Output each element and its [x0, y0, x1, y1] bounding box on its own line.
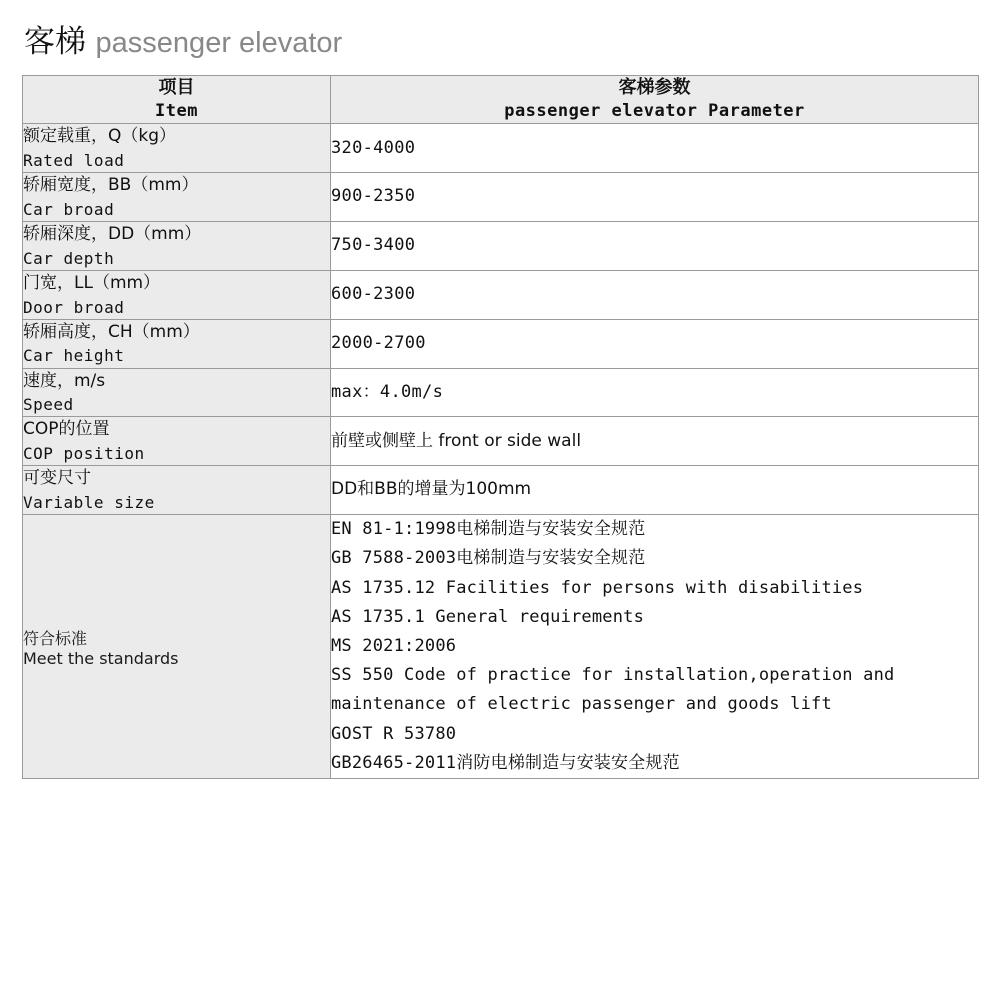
row-value-speed: max：4.0m/s — [331, 368, 979, 417]
row-value-rated-load: 320-4000 — [331, 124, 979, 173]
standard-line: AS 1735.1 General requirements — [331, 606, 645, 627]
row-value-meet-standards — [331, 515, 979, 779]
row-value-car-depth: 750-3400 — [331, 222, 979, 271]
row-label-english: Car broad — [23, 199, 115, 219]
standard-line: GOST R 53780 — [331, 723, 457, 744]
header-cell-item — [23, 76, 331, 124]
table-row-standards — [23, 515, 979, 779]
row-label-speed — [23, 368, 331, 417]
row-label-cop-position — [23, 417, 331, 466]
standard-line: GB26465-2011消防电梯制造与安装安全规范 — [331, 752, 680, 773]
row-label-english: Rated load — [23, 151, 125, 171]
row-label-english: Door broad — [23, 297, 125, 317]
table-row — [23, 270, 979, 319]
row-label-chinese: COP的位置 — [23, 419, 110, 440]
header-parameter-english: passenger elevator Parameter — [504, 101, 805, 122]
standard-line: SS 550 Code of practice for installation,operation and — [331, 665, 895, 686]
row-label-car-height — [23, 319, 331, 368]
row-label-english: Car depth — [23, 248, 115, 268]
standard-line: maintenance of electric passenger and goods lift — [331, 694, 832, 715]
table-row — [23, 222, 979, 271]
standard-line: EN 81-1:1998电梯制造与安装安全规范 — [331, 519, 646, 540]
row-value-car-broad: 900-2350 — [331, 173, 979, 222]
row-label-english: Speed — [23, 395, 74, 415]
specifications-table — [22, 75, 979, 779]
row-value-car-height: 2000-2700 — [331, 319, 979, 368]
row-label-english: Car height — [23, 346, 125, 366]
page-title — [24, 24, 978, 61]
row-label-english: Variable size — [23, 492, 155, 512]
row-label-chinese: 轿厢深度，DD（mm） — [23, 224, 202, 245]
header-item-chinese: 项目 — [158, 77, 195, 99]
page-title-english: passenger elevator — [95, 27, 343, 59]
row-label-chinese: 轿厢宽度，BB（mm） — [23, 175, 199, 196]
row-label-car-depth — [23, 222, 331, 271]
row-label-variable-size — [23, 466, 331, 515]
row-label-door-broad — [23, 270, 331, 319]
row-label-chinese: 速度，m/s — [23, 370, 106, 391]
row-label-meet-standards — [23, 515, 331, 779]
row-label-car-broad — [23, 173, 331, 222]
standard-line: AS 1735.12 Facilities for persons with disabilities — [331, 577, 864, 598]
row-value-door-broad: 600-2300 — [331, 270, 979, 319]
row-label-chinese: 可变尺寸 — [23, 468, 91, 489]
row-value-cop-position: 前壁或侧壁上 front or side wall — [331, 417, 979, 466]
row-label-chinese: 门宽，LL（mm） — [23, 272, 161, 293]
row-label-english: Meet the standards — [23, 648, 179, 668]
header-item-english: Item — [155, 101, 198, 122]
standard-line: GB 7588-2003电梯制造与安装安全规范 — [331, 548, 646, 569]
table-row — [23, 368, 979, 417]
row-value-variable-size: DD和BB的增量为100mm — [331, 466, 979, 515]
table-row — [23, 466, 979, 515]
header-cell-parameter — [331, 76, 979, 124]
row-label-chinese: 轿厢高度，CH（mm） — [23, 321, 200, 342]
header-parameter-chinese: 客梯参数 — [618, 77, 691, 99]
table-row — [23, 173, 979, 222]
row-label-rated-load — [23, 124, 331, 173]
table-header-row — [23, 76, 979, 124]
standard-line: MS 2021:2006 — [331, 635, 457, 656]
table-row — [23, 417, 979, 466]
table-row — [23, 319, 979, 368]
table-row — [23, 124, 979, 173]
row-label-english: COP position — [23, 444, 145, 464]
page-title-chinese: 客梯 — [24, 24, 86, 60]
row-label-chinese: 符合标准 — [23, 628, 88, 648]
row-label-chinese: 额定载重，Q（kg） — [23, 126, 177, 147]
